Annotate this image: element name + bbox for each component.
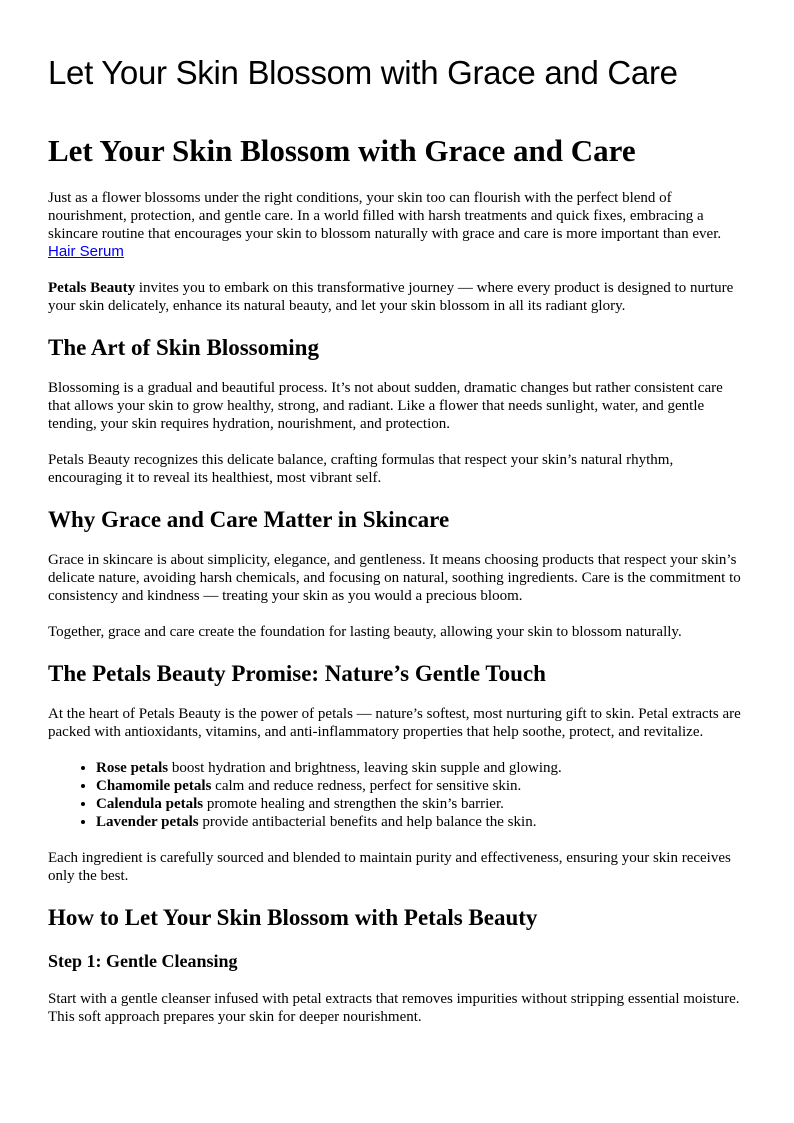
brand-paragraph bbox=[48, 279, 748, 315]
list-item bbox=[96, 795, 748, 813]
document-title: Let Your Skin Blossom with Grace and Care bbox=[48, 54, 678, 91]
art-paragraph-2: Petals Beauty recognizes this delicate balance, crafting formulas that respect your skin’s natural rhythm, encouraging it to reveal its healthiest, most vibrant self. bbox=[48, 452, 674, 486]
list-item-text: calm and reduce redness, perfect for sensitive skin. bbox=[211, 778, 522, 794]
brand-text: invites you to embark on this transformative journey — where every product is designed to nurture your skin delicately, enhance its natural beauty, and let your skin blossom in all its radiant glory. bbox=[48, 280, 734, 314]
intro-text: Just as a flower blossoms under the right conditions, your skin too can flourish with the perfect blend of nourishment, protection, and gentle care. In a world filled with harsh treatments and quick fixes, embracing a skincare routine that encourages your skin to blossom naturally with grace and care is more important than ever. bbox=[48, 190, 722, 242]
section-heading-why: Why Grace and Care Matter in Skincare bbox=[48, 507, 450, 532]
intro-paragraph bbox=[48, 189, 748, 261]
step-1-heading: Step 1: Gentle Cleansing bbox=[48, 951, 238, 971]
promise-paragraph-2: Each ingredient is carefully sourced and blended to maintain purity and effectiveness, ensuring your skin receives only the best. bbox=[48, 850, 731, 884]
why-paragraph-2: Together, grace and care create the foundation for lasting beauty, allowing your skin to blossom naturally. bbox=[48, 624, 682, 640]
list-item bbox=[96, 813, 748, 831]
section-heading-promise: The Petals Beauty Promise: Nature’s Gentle Touch bbox=[48, 661, 546, 686]
section-heading-art: The Art of Skin Blossoming bbox=[48, 335, 319, 360]
brand-name: Petals Beauty bbox=[48, 280, 136, 296]
hair-serum-link[interactable]: Hair Serum bbox=[48, 243, 124, 260]
step-1-paragraph: Start with a gentle cleanser infused with petal extracts that removes impurities without stripping essential moisture. This soft approach prepares your skin for deeper nourishment. bbox=[48, 991, 740, 1025]
section-heading-how: How to Let Your Skin Blossom with Petals Beauty bbox=[48, 905, 538, 930]
art-paragraph-1: Blossoming is a gradual and beautiful process. It’s not about sudden, dramatic changes but rather consistent care that allows your skin to grow healthy, strong, and radiant. Like a flower that needs sunlight, water, and gentle tending, your skin requires hydration, nourishment, and protection. bbox=[48, 380, 723, 432]
list-item bbox=[96, 759, 748, 777]
promise-paragraph-1: At the heart of Petals Beauty is the power of petals — nature’s softest, most nurturing gift to skin. Petal extracts are packed with antioxidants, vitamins, and anti-inflammatory properties that help soothe, protect, and revitalize. bbox=[48, 706, 741, 740]
list-item-term: Rose petals bbox=[96, 760, 169, 776]
list-item-text: provide antibacterial benefits and help balance the skin. bbox=[198, 814, 537, 830]
list-item-text: promote healing and strengthen the skin’s barrier. bbox=[203, 796, 504, 812]
list-item-text: boost hydration and brightness, leaving skin supple and glowing. bbox=[168, 760, 562, 776]
why-paragraph-1: Grace in skincare is about simplicity, elegance, and gentleness. It means choosing products that respect your skin’s delicate nature, avoiding harsh chemicals, and focusing on natural, soothing ingredients. Care is the commitment to consistency and kindness — treating your skin as you would a precious bloom. bbox=[48, 552, 741, 604]
list-item-term: Chamomile petals bbox=[96, 778, 212, 794]
list-item bbox=[96, 777, 748, 795]
article-body bbox=[48, 131, 748, 1044]
list-item-term: Calendula petals bbox=[96, 796, 204, 812]
list-item-term: Lavender petals bbox=[96, 814, 199, 830]
article-heading: Let Your Skin Blossom with Grace and Care bbox=[48, 133, 636, 168]
petal-benefits-list bbox=[48, 759, 748, 831]
